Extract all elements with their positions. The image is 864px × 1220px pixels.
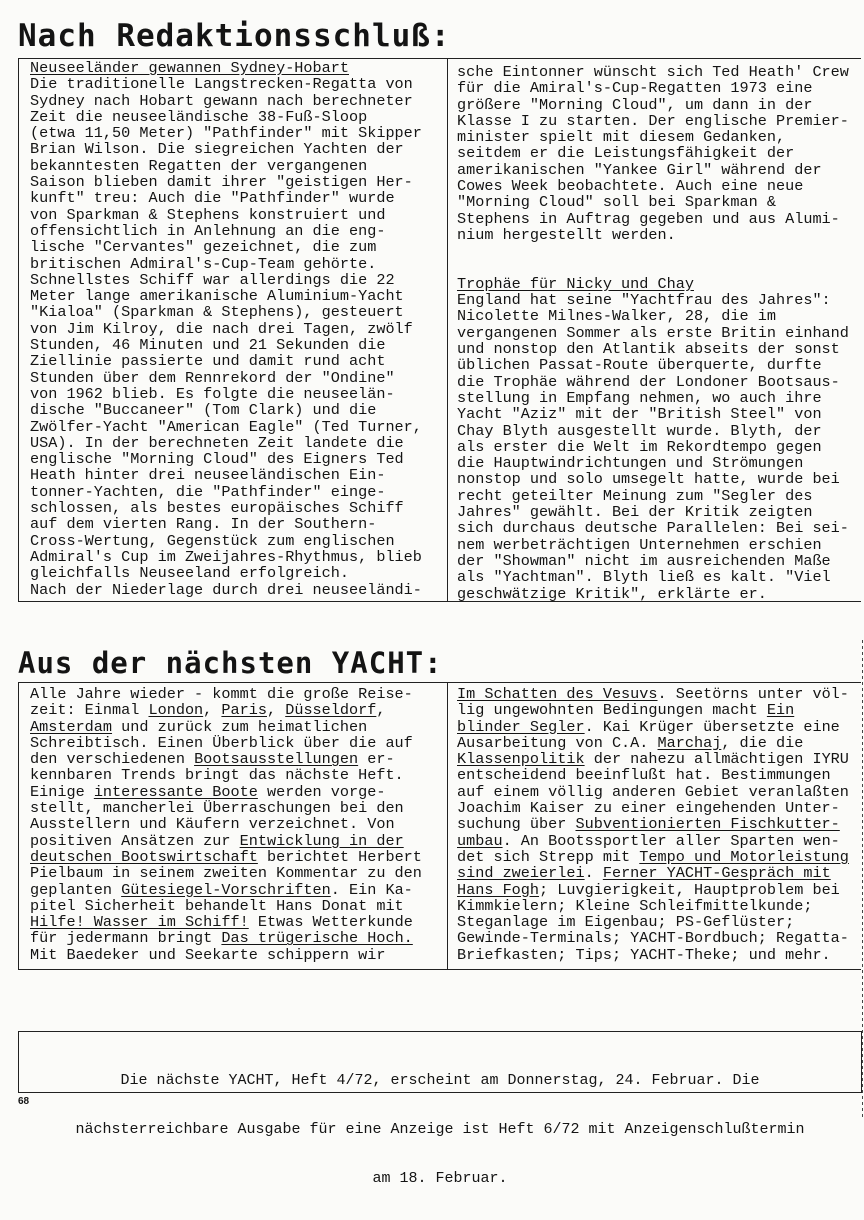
text-segment: Stunden, 46 Minuten und 21 Sekunden die <box>30 336 386 355</box>
text-line <box>30 833 444 849</box>
text-line <box>457 97 862 113</box>
text-segment: Admiral's Cup im Zweijahres-Rhythmus, blieb <box>30 547 422 566</box>
text-segment: entscheidend beeinflußt hat. Bestimmungen <box>457 766 831 785</box>
text-line <box>30 816 444 832</box>
text-line <box>457 569 862 585</box>
text-segment: Einige <box>30 782 94 801</box>
text-segment: Yacht "Aziz" mit der "British Steel" von <box>457 405 822 424</box>
text-segment: von 1962 blieb. Es folgte die neuseelän- <box>30 384 395 403</box>
text-line <box>30 402 444 418</box>
text-line <box>30 549 444 565</box>
underlined-topic: Klassenpolitik <box>457 750 585 769</box>
text-line <box>457 194 862 210</box>
text-segment: geplanten <box>30 880 122 899</box>
text-segment: ; Luvgierigkeit, Hauptproblem bei <box>539 880 840 899</box>
text-line <box>30 800 444 816</box>
announcement-text <box>19 1040 861 1220</box>
text-line <box>30 223 444 239</box>
text-segment: britischen Admiral's-Cup-Team gehörte. <box>30 254 377 273</box>
text-segment: Alle Jahre wieder - kommt die große Reise- <box>30 686 413 703</box>
text-line <box>457 800 862 816</box>
text-segment: nium hergestellt werden. <box>457 225 676 244</box>
text-segment: für die Amiral's-Cup-Regatten 1973 eine <box>457 79 813 98</box>
text-line <box>457 276 862 292</box>
text-line <box>457 178 862 194</box>
text-line <box>457 947 862 963</box>
text-segment: schlossen, als bestes europäisches Schiff <box>30 499 404 518</box>
page-number: 68 <box>18 1096 30 1107</box>
text-line <box>30 751 444 767</box>
text-segment: größere "Morning Cloud", um dann in der <box>457 95 813 114</box>
text-line <box>30 533 444 549</box>
text-line <box>457 308 862 324</box>
text-line <box>30 109 444 125</box>
text-segment: und zurück zum heimatlichen <box>112 717 368 736</box>
underlined-topic: Subventionierten Fischkutter- <box>575 815 840 834</box>
text-segment: als "Yachtman". Blyth ließ es kalt. "Viel <box>457 568 831 587</box>
text-line <box>30 272 444 288</box>
text-segment: der "Showman" nicht im ausreichenden Maße <box>457 551 831 570</box>
text-segment: . Kai Krüger übersetzte eine <box>584 717 840 736</box>
underlined-topic: interessante Boote <box>93 782 258 801</box>
text-segment: kunft" treu: Auch die "Pathfinder" wurde <box>30 189 395 208</box>
underlined-topic: umbau <box>457 831 503 850</box>
text-line <box>30 784 444 800</box>
text-line <box>30 702 444 718</box>
announcement-line: Die nächste YACHT, Heft 4/72, erscheint am Donnerstag, 24. Februar. Die <box>120 1071 760 1089</box>
underlined-topic: Trophäe für Nicky und Chay <box>457 274 694 293</box>
text-segment: zeit: Einmal <box>30 701 149 720</box>
underlined-topic: Hilfe! Wasser im Schiff! <box>30 913 249 932</box>
text-line <box>457 80 862 96</box>
text-line <box>30 849 444 865</box>
text-line <box>457 488 862 504</box>
text-segment: Ausarbeitung von C.A. <box>457 733 658 752</box>
underlined-topic: sind zweierlei <box>457 864 585 883</box>
underlined-topic: Entwicklung in der <box>239 831 404 850</box>
text-segment: für jedermann bringt <box>30 929 222 948</box>
text-segment: (etwa 11,50 Meter) "Pathfinder" mit Skipper <box>30 124 422 143</box>
text-line <box>457 374 862 390</box>
text-line <box>457 735 862 751</box>
text-line <box>457 504 862 520</box>
text-segment: und nonstop den Atlantik abseits der sonst <box>457 340 840 359</box>
text-segment: Gewinde-Terminals; YACHT-Bordbuch; Regatta- <box>457 929 849 948</box>
text-segment: . An Bootssportler aller Sparten wen- <box>502 831 840 850</box>
preview-right-column <box>457 686 862 968</box>
text-line <box>457 914 862 930</box>
text-line <box>457 357 862 373</box>
text-segment: , <box>266 701 286 720</box>
text-segment: englische "Morning Cloud" des Eigners Ted <box>30 450 404 469</box>
text-segment: Heath hinter drei neuseeländischen Ein- <box>30 466 386 485</box>
text-line <box>30 125 444 141</box>
text-segment: er- <box>358 750 395 769</box>
text-line <box>30 767 444 783</box>
text-line <box>30 435 444 451</box>
text-segment: lig ungewohnten Bedingungen macht <box>457 701 767 720</box>
text-segment: . <box>584 864 603 883</box>
text-segment: Ausstellern und Käufern verzeichnet. Von <box>30 815 395 834</box>
text-segment: Mit Baedeker und Seekarte schippern wir <box>30 945 386 964</box>
underlined-topic: blinder Segler <box>457 717 585 736</box>
text-segment: "Kialoa" (Sparkman & Stephens), gesteuert <box>30 303 404 322</box>
text-segment: Schreibtisch. Einen Überblick über die auf <box>30 733 413 752</box>
text-line <box>30 686 444 702</box>
text-line <box>457 455 862 471</box>
text-segment: "Morning Cloud" soll bei Sparkman & <box>457 193 776 212</box>
text-segment: . Seetörns unter völ- <box>657 686 849 703</box>
text-segment: gleichfalls Neuseeland erfolgreich. <box>30 564 349 583</box>
text-line <box>30 158 444 174</box>
text-segment: auf einem völlig anderen Gebiet veranlaßten <box>457 782 849 801</box>
text-line <box>30 500 444 516</box>
text-line <box>457 816 862 832</box>
text-segment: als erster die Welt im Rekordtempo gegen <box>457 437 822 456</box>
text-line <box>457 439 862 455</box>
text-segment: Stephens in Auftrag gegeben und aus Alumi- <box>457 209 840 228</box>
text-line <box>457 767 862 783</box>
text-segment: tonner-Yachten, die "Pathfinder" einge- <box>30 482 386 501</box>
text-line <box>457 406 862 422</box>
text-segment: Nicolette Milnes-Walker, 28, die im <box>457 307 776 326</box>
text-line <box>30 882 444 898</box>
text-segment: vergangenen Sommer als erste Britin einhand <box>457 323 849 342</box>
section-heading-naechste-yacht: Aus der nächsten YACHT: <box>18 646 443 680</box>
column-divider <box>447 58 448 602</box>
text-segment: üblichen Passat-Route überquerte, durfte <box>457 356 822 375</box>
text-line <box>30 565 444 581</box>
text-line <box>30 516 444 532</box>
text-line <box>457 292 862 308</box>
underlined-topic: Amsterdam <box>30 717 113 736</box>
text-segment: bekanntesten Regatten der vergangenen <box>30 156 368 175</box>
text-line <box>457 243 862 259</box>
text-line <box>457 702 862 718</box>
text-line <box>30 93 444 109</box>
text-segment: Schnellstes Schiff war allerdings die 22 <box>30 270 395 289</box>
text-line <box>457 211 862 227</box>
underlined-topic: Das trügerische Hoch. <box>221 929 413 948</box>
text-segment: geschwätzige Kritik", erklärte er. <box>457 584 767 603</box>
text-line <box>457 423 862 439</box>
text-segment: nem werbeträchtigen Unternehmen erschien <box>457 535 822 554</box>
text-segment: Zeit die neuseeländische 38-Fuß-Sloop <box>30 107 368 126</box>
text-line <box>457 520 862 536</box>
text-segment: . Ein Ka- <box>330 880 413 899</box>
text-line <box>30 304 444 320</box>
text-segment: Meter lange amerikanische Aluminium-Yacht <box>30 287 404 306</box>
text-segment: Cowes Week beobachtete. Auch eine neue <box>457 177 804 196</box>
text-line <box>30 451 444 467</box>
text-line <box>457 537 862 553</box>
text-segment: seitdem er die Leistungsfähigkeit der <box>457 144 795 163</box>
text-segment: offensichtlich in Anlehnung an die eng- <box>30 221 386 240</box>
text-segment: minister spielt mit diesem Gedanken, <box>457 128 786 147</box>
text-segment: det sich Strepp mit <box>457 847 640 866</box>
text-segment: den verschiedenen <box>30 750 195 769</box>
text-line <box>457 882 862 898</box>
text-segment: England hat seine "Yachtfrau des Jahres": <box>457 291 831 310</box>
announcement-line: nächsterreichbare Ausgabe für eine Anzeige ist Heft 6/72 mit Anzeigenschlußtermin <box>75 1121 805 1139</box>
text-segment: auf dem vierten Rang. In der Southern- <box>30 515 377 534</box>
text-segment: Chay Blyth ausgestellt wurde. Blyth, der <box>457 421 822 440</box>
text-line <box>457 719 862 735</box>
text-line <box>30 914 444 930</box>
text-segment: der nahezu allmächtigen IYRU <box>584 750 849 769</box>
underlined-topic: Gütesiegel-Vorschriften <box>121 880 331 899</box>
text-segment: Cross-Wertung, Gegenstück zum englischen <box>30 531 395 550</box>
text-segment: , <box>376 701 386 720</box>
text-line <box>30 947 444 963</box>
text-line <box>30 898 444 914</box>
text-line <box>457 930 862 946</box>
text-line <box>30 467 444 483</box>
underlined-topic: Düsseldorf <box>285 701 377 720</box>
text-segment: von Jim Kilroy, die nach drei Tagen, zwölf <box>30 319 413 338</box>
text-segment: kennbaren Trends bringt das nächste Heft. <box>30 766 404 785</box>
underlined-topic: Tempo und Motorleistung <box>639 847 849 866</box>
text-segment: Steganlage im Eigenbau; PS-Geflüster; <box>457 913 795 932</box>
news-left-column <box>30 60 444 600</box>
text-line <box>457 227 862 243</box>
text-segment: amerikanischen "Yankee Girl" während der <box>457 160 822 179</box>
text-line <box>457 686 862 702</box>
section-heading-redaktionsschluss: Nach Redaktionsschluß: <box>18 18 451 54</box>
text-line <box>30 207 444 223</box>
underlined-topic: Neuseeländer gewannen Sydney-Hobart <box>30 60 349 77</box>
text-line <box>457 833 862 849</box>
underlined-topic: Ferner YACHT-Gespräch mit <box>602 864 831 883</box>
text-segment: Briefkasten; Tips; YACHT-Theke; und mehr. <box>457 945 831 964</box>
text-segment: suchung über <box>457 815 576 834</box>
text-line <box>30 190 444 206</box>
text-segment: recht geteilter Meinung zum "Segler des <box>457 486 813 505</box>
text-line <box>30 353 444 369</box>
underlined-topic: Marchaj <box>657 733 722 752</box>
text-segment: pitel Sicherheit behandelt Hans Donat mit <box>30 896 404 915</box>
text-line <box>30 930 444 946</box>
text-line <box>30 288 444 304</box>
text-line <box>457 553 862 569</box>
text-segment: stellung in Empfang nehmen, wo auch ihre <box>457 388 822 407</box>
announcement-line: am 18. Februar. <box>372 1170 508 1188</box>
text-segment: Ziellinie passierte und damit rund acht <box>30 352 386 371</box>
text-segment: USA). In der berechneten Zeit landete die <box>30 433 404 452</box>
text-line <box>457 341 862 357</box>
text-line <box>30 419 444 435</box>
text-segment: positiven Ansätzen zur <box>30 831 240 850</box>
text-segment: lische "Cervantes" gezeichnet, die zum <box>30 238 377 257</box>
text-segment: Jahres" gewählt. Bei der Kritik zeigten <box>457 503 813 522</box>
text-line <box>457 586 862 602</box>
text-segment: Kimmkielern; Kleine Schleifmittelkunde; <box>457 896 813 915</box>
text-segment: Joachim Kaiser zu einer eingehenden Unter- <box>457 799 840 818</box>
news-right-column <box>457 64 862 604</box>
margin-cut-line <box>862 640 863 1120</box>
preview-left-column <box>30 686 444 968</box>
text-line <box>457 898 862 914</box>
text-segment: Etwas Wetterkunde <box>248 913 413 932</box>
text-segment: Brian Wilson. Die siegreichen Yachten der <box>30 140 404 159</box>
text-line <box>30 256 444 272</box>
text-segment: Zwölfer-Yacht "American Eagle" (Ted Turner, <box>30 417 422 436</box>
text-line <box>30 370 444 386</box>
text-line <box>30 60 444 76</box>
text-line <box>457 113 862 129</box>
text-line <box>30 337 444 353</box>
text-segment: Nach der Niederlage durch drei neuseeländi- <box>30 580 422 599</box>
text-line <box>30 141 444 157</box>
text-segment: Saison blieben damit ihrer "geistigen Her- <box>30 173 413 192</box>
text-line <box>30 174 444 190</box>
underlined-topic: London <box>148 701 204 720</box>
text-line <box>457 145 862 161</box>
underlined-topic: Paris <box>221 701 267 720</box>
underlined-topic: Bootsausstellungen <box>194 750 359 769</box>
text-line <box>457 849 862 865</box>
text-line <box>30 484 444 500</box>
text-segment: sich durchaus deutsche Parallelen: Bei sei- <box>457 519 849 538</box>
text-segment: Stunden über dem Rennrekord der "Ondine" <box>30 368 395 387</box>
text-line <box>30 735 444 751</box>
text-segment: stellt, mancherlei Überraschungen bei den <box>30 799 404 818</box>
text-line <box>457 129 862 145</box>
text-line <box>457 784 862 800</box>
text-segment: die Trophäe während der Londoner Bootsaus- <box>457 372 840 391</box>
text-segment: Sydney nach Hobart gewann nach berechneter <box>30 91 413 110</box>
underlined-topic: Im Schatten des Vesuvs <box>457 686 658 703</box>
text-segment: Klasse I zu starten. Der englische Premier- <box>457 111 849 130</box>
text-line <box>457 64 862 80</box>
text-line <box>30 76 444 92</box>
text-segment: , <box>203 701 222 720</box>
underlined-topic: Hans Fogh <box>457 880 540 899</box>
text-segment: sche Eintonner wünscht sich Ted Heath' Crew <box>457 64 849 81</box>
text-line <box>30 386 444 402</box>
text-segment: von Sparkman & Stephens konstruiert und <box>30 205 386 224</box>
text-line <box>457 471 862 487</box>
text-line <box>30 719 444 735</box>
text-segment: , die die <box>721 733 804 752</box>
text-line <box>457 751 862 767</box>
text-segment: Die traditionelle Langstrecken-Regatta von <box>30 75 413 94</box>
text-segment: werden vorge- <box>257 782 386 801</box>
text-segment: dische "Buccaneer" (Tom Clark) und die <box>30 401 377 420</box>
text-segment: berichtet Herbert <box>257 847 422 866</box>
text-line <box>30 321 444 337</box>
text-line <box>30 239 444 255</box>
text-line <box>457 162 862 178</box>
text-line <box>30 582 444 598</box>
text-line <box>457 865 862 881</box>
underlined-topic: Ein <box>766 701 795 720</box>
text-segment: Pielbaum in seinem zweiten Kommentar zu den <box>30 864 422 883</box>
text-line <box>30 865 444 881</box>
text-line <box>457 325 862 341</box>
text-segment: die Hauptwindrichtungen und Strömungen <box>457 454 804 473</box>
text-line <box>457 260 862 276</box>
text-line <box>457 390 862 406</box>
underlined-topic: deutschen Bootswirtschaft <box>30 847 258 866</box>
text-segment: nonstop und solo umsegelt hatte, wurde bei <box>457 470 840 489</box>
column-divider <box>447 682 448 970</box>
